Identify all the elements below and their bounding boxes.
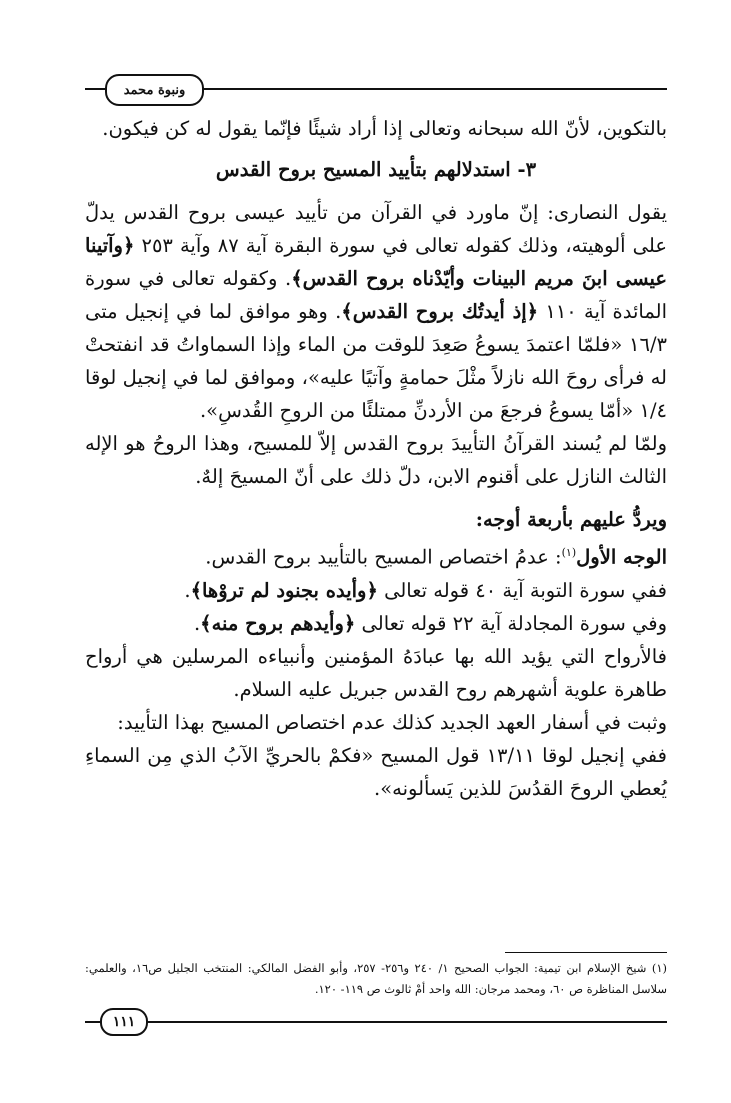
tawba-end: . bbox=[184, 578, 191, 602]
rebuttal-intro bbox=[85, 503, 667, 536]
footnote-rule bbox=[505, 952, 667, 953]
first-aspect-text: : عدمُ اختصاص المسيح بالتأييد بروح القدس. bbox=[205, 545, 562, 569]
paragraph-spirits: فالأرواح التي يؤيد الله بها عبادَهُ المؤمنين وأنبياءه المرسلين هي أرواح طاهرة علوية أشهرهم روح القدس جبريل عليه السلام. bbox=[85, 644, 667, 701]
paragraph-christian-claim bbox=[85, 196, 667, 427]
mujadala-intro: وفي سورة المجادلة آية ٢٢ قوله تعالى bbox=[355, 611, 667, 635]
tawba-intro: ففي سورة التوبة آية ٤٠ قوله تعالى bbox=[377, 578, 667, 602]
quran-quote-maida: ﴿إذ أيدتُك بروح القدس﴾ bbox=[341, 300, 539, 323]
footnote-marker: (١) bbox=[561, 546, 577, 559]
claim-text-3: . وهو موافق لما في إنجيل متى ١٦/٣ «فلمّا اعتمدَ يسوعُ صَعِدَ للوقت من الماء وإذا السماواتُ قد انفتحتْ له فرأى روحَ الله نازلاً مثْلَ حمامةٍ وآتيًا عليه»، وموافق لما في إنجيل لوقا ١/٤ «أمّا يسوعُ فرجعَ من الأردنِّ ممتلئًا من الروحِ القُدسِ». bbox=[85, 300, 667, 422]
quran-quote-baqara: ﴿وآتينا عيسى ابنَ مريم البينات وأيّدْناه بروح القدس﴾ bbox=[85, 234, 667, 290]
continuation-line: بالتكوين، لأنّ الله سبحانه وتعالى إذا أراد شيئًا فإنّما يقول له كن فيكون. bbox=[102, 117, 667, 140]
footnotes bbox=[85, 958, 667, 1000]
mujadala-end: . bbox=[193, 611, 201, 635]
page-number: ١١١ bbox=[100, 1008, 148, 1036]
paragraph-conclusion: ولمّا لم يُسند القرآنُ التأييدَ بروح القدس إلاّ للمسيح، وهذا الروحُ هو الإله الثالث النازل على أقنوم الابن، دلّ ذلك على أنّ المسيحَ إلهٌ. bbox=[85, 432, 667, 488]
claim-text-1: يقول النصارى: إنّ ماورد في القرآن من تأييد عيسى بروح القدس يدلّ على ألوهيته، وذلك كقوله تعالى في سورة البقرة آية ٨٧ وآية ٢٥٣ bbox=[85, 201, 667, 257]
rebuttal-intro-text: ويردُّ عليهم بأربعة أوجه: bbox=[475, 508, 667, 531]
paragraph-luke: ففي إنجيل لوقا ١٣/١١ قول المسيح «فكمْ بالحريِّ الآبُ الذي مِن السماءِ يُعطي الروحَ القدُسَ للذين يَسألونه». bbox=[85, 743, 667, 800]
first-aspect bbox=[85, 536, 667, 574]
footer-rule bbox=[85, 1021, 667, 1023]
section-heading: ٣- استدلالهم بتأييد المسيح بروح القدس bbox=[215, 158, 537, 181]
mujadala-quote: ﴿وأيدهم بروح منه﴾ bbox=[200, 611, 356, 635]
paragraph-new-testament: وثبت في أسفار العهد الجديد كذلك عدم اختصاص المسيح بهذا التأييد: bbox=[117, 710, 667, 734]
claim-text-2: . وكقوله تعالى في سورة المائدة آية ١١٠ bbox=[85, 267, 667, 323]
running-title: ونبوة محمد bbox=[105, 74, 204, 106]
tawba-verse bbox=[85, 574, 667, 607]
main-text bbox=[85, 112, 667, 805]
first-aspect-label: الوجه الأول bbox=[576, 545, 667, 569]
footnote-1: (١) شيخ الإسلام ابن تيمية: الجواب الصحيح ١/ ٢٤٠ و٢٥٦- ٢٥٧، وأبو الفضل المالكي: المنتخب الجليل ص١٦، والعلمي: سلاسل المناظرة ص ٦٠، ومحمد مرجان: الله واحد أمْ ثالوث ص ١١٩- ١٢٠. bbox=[85, 961, 667, 996]
tawba-quote: ﴿وأيده بجنود لم تروْها﴾ bbox=[190, 578, 378, 602]
mujadala-verse bbox=[85, 607, 667, 640]
